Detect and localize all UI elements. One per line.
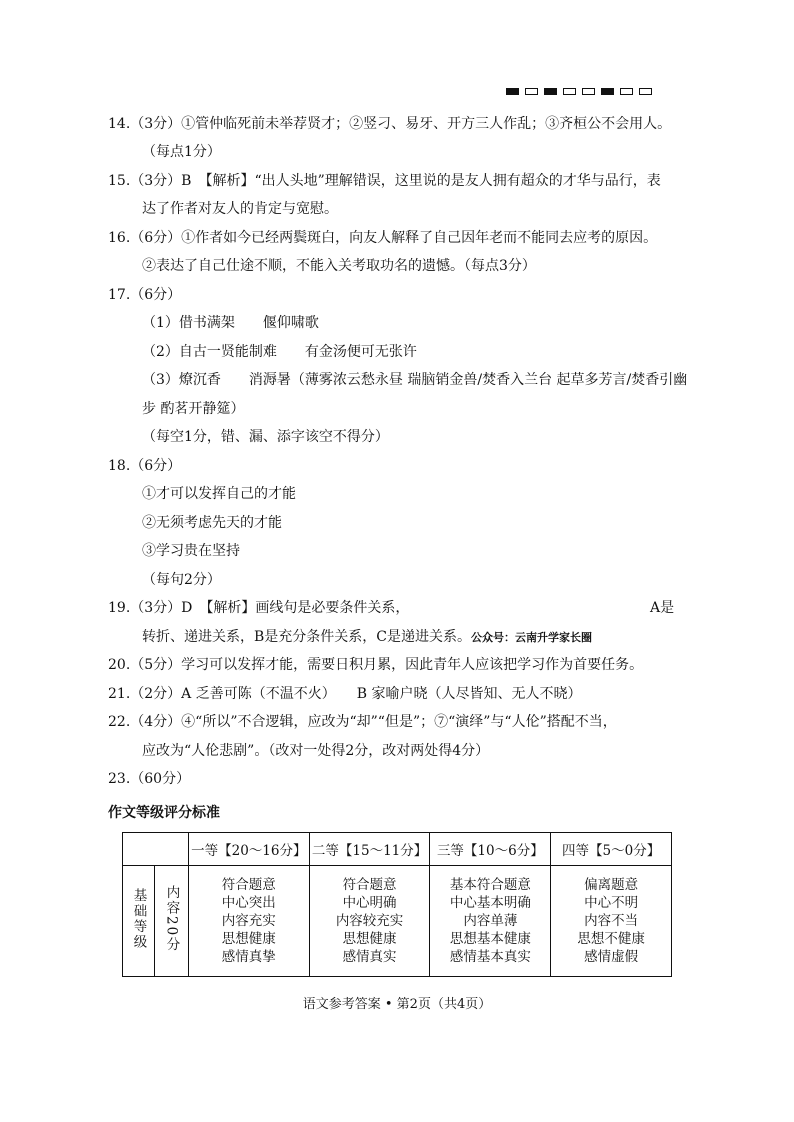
answer-22-line1: 22.（4分）④“所以”不合逻辑，应改为“却”“但是”；⑦“演绎”与“人伦”搭配不当，: [108, 714, 617, 730]
answer-19-line1: 19.（3分）D 【解析】画线句是必要条件关系，: [108, 600, 410, 616]
rubric-criterion: 思想不健康: [577, 931, 645, 947]
rubric-criterion: 中心突出: [221, 895, 276, 911]
mark-empty: [620, 88, 633, 95]
rubric-criterion: 内容不当: [584, 913, 639, 929]
mark-empty: [639, 88, 652, 95]
mark-empty: [525, 88, 538, 95]
rubric-criterion: 中心明确: [342, 895, 397, 911]
rubric-criterion: 思想健康: [342, 931, 397, 947]
answer-16-line1: 16.（6分）①作者如今已经两鬓斑白，向友人解释了自己因年老而不能同去应考的原因。: [108, 230, 658, 246]
rubric-criterion: 内容充实: [221, 913, 276, 929]
rubric-criterion: 内容单薄: [463, 913, 518, 929]
answer-23: 23.（60分）: [108, 771, 191, 787]
answer-15-line2: 达了作者对友人的肯定与宽慰。: [142, 201, 338, 217]
answer-15-line1: 15.（3分）B 【解析】“出人头地”理解错误，这里说的是友人拥有超众的才华与品行，表: [108, 173, 661, 189]
rubric-header-grade3: 三等【10～6分】: [430, 833, 551, 866]
rubric-criterion: 符合题意: [342, 877, 397, 893]
rubric-row-label: [123, 866, 155, 977]
answer-17-heading: 17.（6分）: [108, 287, 182, 303]
answer-14-line2: （每点1分）: [142, 144, 221, 160]
rubric-header-grade1: 一等【20～16分】: [188, 833, 309, 866]
answer-17-item3-cont: 步 酌茗开静筵）: [142, 401, 245, 417]
answer-19-line1-right: A是: [650, 600, 675, 616]
answer-18-note: （每句2分）: [142, 572, 221, 588]
mark-filled: [506, 88, 519, 95]
rubric-corner-cell: [123, 833, 189, 866]
answer-14-line1: 14.（3分）①管仲临死前未举荐贤才；②竖刁、易牙、开方三人作乱；③齐桓公不会用人。: [108, 116, 672, 132]
answer-17-item2: （2）自古一贤能制难 有金汤便可无张许: [142, 344, 417, 360]
rubric-sub-label: [154, 866, 188, 977]
rubric-sub-label-text: 内容20分: [163, 885, 180, 953]
answer-18-item3: ③学习贵在坚持: [142, 543, 240, 559]
mark-empty: [582, 88, 595, 95]
rubric-content-row: [123, 866, 672, 977]
rubric-header-row: [123, 833, 672, 866]
rubric-criterion: 感情虚假: [584, 949, 639, 965]
rubric-cell-grade1: [188, 866, 309, 977]
rubric-cell-grade4: [551, 866, 672, 977]
rubric-criterion: 偏离题意: [584, 877, 639, 893]
rubric-cell-grade2: [309, 866, 430, 977]
page-footer: 语文参考答案 • 第2页（共4页）: [302, 997, 492, 1012]
rubric-criterion: 基本符合题意: [449, 877, 531, 893]
mark-empty: [563, 88, 576, 95]
rubric-header-grade4: 四等【5～0分】: [551, 833, 672, 866]
answer-19-line2-wrap: [142, 627, 592, 648]
mark-filled: [601, 88, 614, 95]
rubric-table: [122, 832, 672, 977]
answer-21: 21.（2分）A 乏善可陈（不温不火） B 家喻户晓（人尽皆知、无人不晓）: [108, 686, 582, 702]
answer-17-note: （每空1分，错、漏、添字该空不得分）: [142, 429, 389, 445]
rubric-criterion: 思想基本健康: [449, 931, 531, 947]
rubric-criterion: 感情真挚: [221, 949, 276, 965]
answer-16-line2: ②表达了自己仕途不顺，不能入关考取功名的遗憾。（每点3分）: [142, 258, 536, 274]
rubric-cell-grade3: [430, 866, 551, 977]
rubric-criterion: 内容较充实: [335, 913, 404, 929]
answer-19-line2: 转折、递进关系，B是充分条件关系，C是递进关系。: [142, 629, 471, 645]
answer-22-line2: 应改为“人伦悲剧”。（改对一处得2分，改对两处得4分）: [142, 743, 490, 759]
rubric-title: 作文等级评分标准: [108, 805, 220, 821]
rubric-criterion: 中心基本明确: [449, 895, 531, 911]
answer-18-item1: ①才可以发挥自己的才能: [142, 486, 296, 502]
rubric-criterion: 符合题意: [221, 877, 276, 893]
header-marks: [506, 88, 652, 95]
watermark-text: 公众号：云南升学家长圈: [471, 631, 592, 644]
answer-17-item1: （1）借书满架 偃仰啸歌: [142, 315, 319, 331]
answer-18-item2: ②无须考虑先天的才能: [142, 515, 282, 531]
rubric-criterion: 中心不明: [584, 895, 639, 911]
rubric-row-label-text: 基础等级: [130, 888, 147, 950]
rubric-header-grade2: 二等【15～11分】: [309, 833, 430, 866]
rubric-criterion: 感情基本真实: [449, 949, 531, 965]
mark-filled: [544, 88, 557, 95]
rubric-criterion: 感情真实: [342, 949, 397, 965]
answer-18-heading: 18.（6分）: [108, 458, 182, 474]
answer-20: 20.（5分）学习可以发挥才能，需要日积月累，因此青年人应该把学习作为首要任务。: [108, 657, 644, 673]
rubric-criterion: 思想健康: [221, 931, 276, 947]
answer-17-item3: （3）燎沉香 消溽暑（薄雾浓云愁永昼 瑞脑销金兽/焚香入兰台 起草多芳言/焚香引幽: [142, 372, 688, 388]
